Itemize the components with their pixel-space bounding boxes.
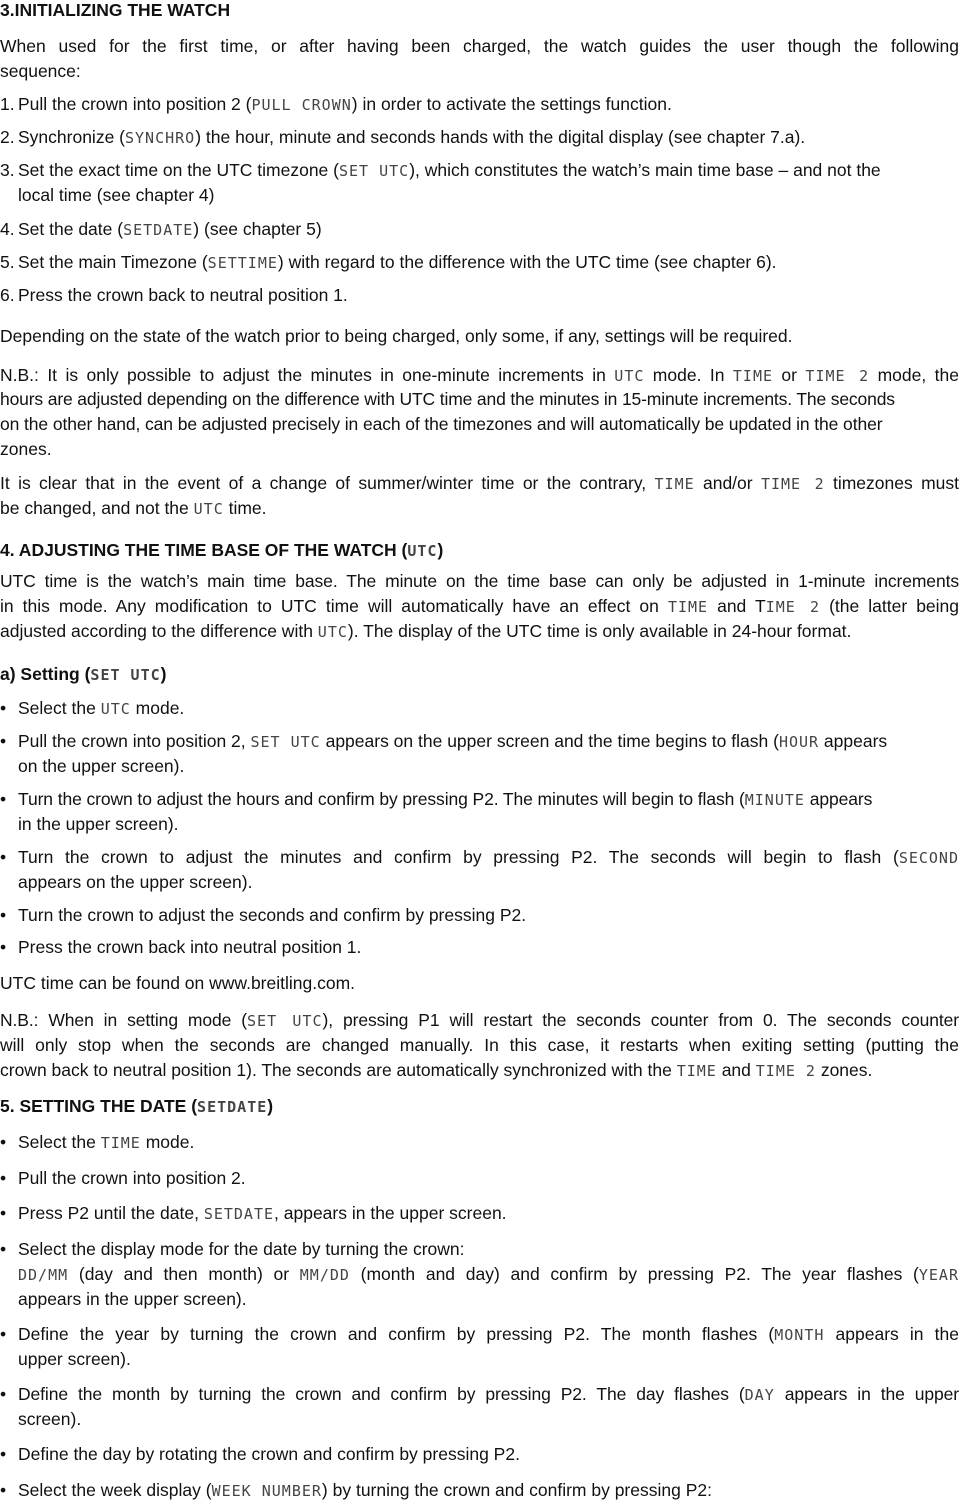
lcd-settime: SETTIME: [207, 254, 278, 272]
nb1-line1: N.B.: It is only possible to adjust the minutes in one-minute increments in UTC mode. In TIME or TIME 2 mode, the: [0, 365, 959, 385]
date-bullet-4-line2: DD/MM (day and then month) or MM/DD (month and day) and confirm by pressing P2. The year flashes (YEAR: [18, 1264, 959, 1284]
section-4-p-line3: adjusted according to the difference with UTC). The display of the UTC time is only available in 24-hour format.: [0, 621, 852, 641]
nb1-line4: zones.: [0, 439, 52, 459]
clear-line1: It is clear that in the event of a change of summer/winter time or the contrary, TIME and/or TIME 2 timezones must: [0, 473, 959, 493]
manual-page: 3.INITIALIZING THE WATCH When used for the first time, or after having been charged, the watch guides the user though the following sequence: 1. Pull the crown into position 2 (PULL CROWN) in order to activate the settings function. 2. Synchronize (SYNCHRO) the hour, minute and seconds hands with the digital display (see chapter 7.a). 3. Set the exact time on the UTC timezone (SET UTC), which constitutes the watch’s main time base – and not the local time (see chapter 4) 4. Set the date (SETDATE) (see chapter 5) 5. Set the main Timezone (SETTIME) with regard to the difference with the UTC time (see chapter 6). 6. Press the crown back to neutral position 1. Depending on the state of the watch prior to being charged, only some, if any, settings will be required. N.B.: It is only possible to adjust the minutes in one-minute increments in UTC mode. In TIME or TIME 2 mode, the hours are adjusted depending on the difference with UTC time and the minutes in 15-minute increments. The seconds on the other hand, can be adjusted precisely in each of the timezones and will automatically be updated in the other zones. It is clear that in the event of a change of summer/winter time or the contrary, TIME and/or TIME 2 timezones must be changed, and not the UTC time. 4. ADJUSTING THE TIME BASE OF THE WATCH (UTC) UTC time is the watch’s main time base. The minute on the time base can only be adjusted in 1-minute increments in this mode. Any modification to UTC time will automatically have an effect on TIME and TIME 2 (the latter being adjusted according to the difference with UTC). The display of the UTC time is only available in 24-hour format. a) Setting (SET UTC) • Select the UTC mode. • Pull the crown into position 2, SET UTC appears on the upper screen and the time begins to flash (HOUR appears on the upper screen). • Turn the crown to adjust the hours and confirm by pressing P2. The minutes will begin to flash (MINUTE appears in the upper screen). • Turn the crown to adjust the minutes and confirm by pressing P2. The seconds will begin to flash (SECOND appears on the upper screen). • Turn the crown to adjust the seconds and confirm by pressing P2. • Press the crown back into neutral position 1. UTC time can be found on www.breitling.com. N.B.: When in setting mode (SET UTC), pressing P1 will restart the seconds counter from 0. The seconds counter will only stop when the seconds are changed manually. In this case, it restarts when exiting setting (putting the crown back to neutral position 1). The seconds are automatically synchronized with the TIME and TIME 2 zones. 5. SETTING THE DATE (SETDATE) • Select the TIME mode. • Pull the crown into position 2. • Press P2 until the date, SETDATE, appears in the upper screen. • Select the display mode for the date by turning the crown: DD/MM (day and then month) or MM/DD (month and day) and confirm by pressing P2. The year flashes (YEAR appears in the upper screen). • Define the year by turning the crown and confirm by pressing P2. The month flashes (MONTH appears in the upper screen). • Define the month by turning the crown and confirm by pressing P2. The day flashes (DAY appears in the upper screen). • Define the day by rotating the crown and confirm by pressing P2. • Select the week display (WEEK NUMBER) by turning the crown and confirm by pressing P2:: [0, 0, 959, 1500]
section-3-title: 3.INITIALIZING THE WATCH: [0, 0, 231, 20]
lcd-synchro: SYNCHRO: [125, 129, 196, 147]
step-3-cont: local time (see chapter 4): [18, 185, 215, 205]
nb2-line1: N.B.: When in setting mode (SET UTC), pressing P1 will restart the seconds counter from 0. The seconds counter: [0, 1010, 959, 1030]
depending-paragraph: Depending on the state of the watch prior to being charged, only some, if any, settings will be required.: [0, 326, 793, 346]
utc-bullet-3-cont: in the upper screen).: [18, 814, 179, 834]
section-4-p-line1: UTC time is the watch’s main time base. The minute on the time base can only be adjusted in 1-minute increments: [0, 571, 959, 591]
nb2-line2: will only stop when the seconds are changed manually. In this case, it restarts when exiting setting (putting the: [0, 1035, 959, 1055]
date-bullet-5-cont: upper screen).: [18, 1349, 131, 1369]
setting-subheading: a) Setting (SET UTC): [0, 664, 167, 684]
section-4-title: 4. ADJUSTING THE TIME BASE OF THE WATCH (UTC): [0, 540, 444, 560]
date-bullet-4-line3: appears in the upper screen).: [18, 1289, 247, 1309]
utc-bullet-4-cont: appears on the upper screen).: [18, 872, 253, 892]
nb1-line3: on the other hand, can be adjusted precisely in each of the timezones and will automatically be updated in the other: [0, 414, 883, 434]
nb2-line3: crown back to neutral position 1). The seconds are automatically synchronized with the TIME and TIME 2 zones.: [0, 1060, 873, 1080]
section-5-title: 5. SETTING THE DATE (SETDATE): [0, 1096, 274, 1116]
breitling-site-note: UTC time can be found on www.breitling.com.: [0, 973, 356, 993]
clear-line2: be changed, and not the UTC time.: [0, 498, 267, 518]
date-bullet-6-cont: screen).: [18, 1409, 82, 1429]
nb1-line2: hours are adjusted depending on the difference with UTC time and the minutes in 15-minute increments. The seconds: [0, 389, 895, 409]
section-3-intro-line2: sequence:: [0, 61, 81, 81]
lcd-pull-crown: PULL CROWN: [251, 96, 352, 114]
lcd-set-utc: SET UTC: [338, 162, 410, 180]
utc-bullet-2-cont: on the upper screen).: [18, 756, 185, 776]
lcd-setdate: SETDATE: [123, 221, 194, 239]
section-4-p-line2: in this mode. Any modification to UTC time will automatically have an effect on TIME and TIME 2 (the latter being: [0, 596, 959, 616]
section-3-intro-line1: When used for the first time, or after having been charged, the watch guides the user though the following: [0, 36, 959, 56]
